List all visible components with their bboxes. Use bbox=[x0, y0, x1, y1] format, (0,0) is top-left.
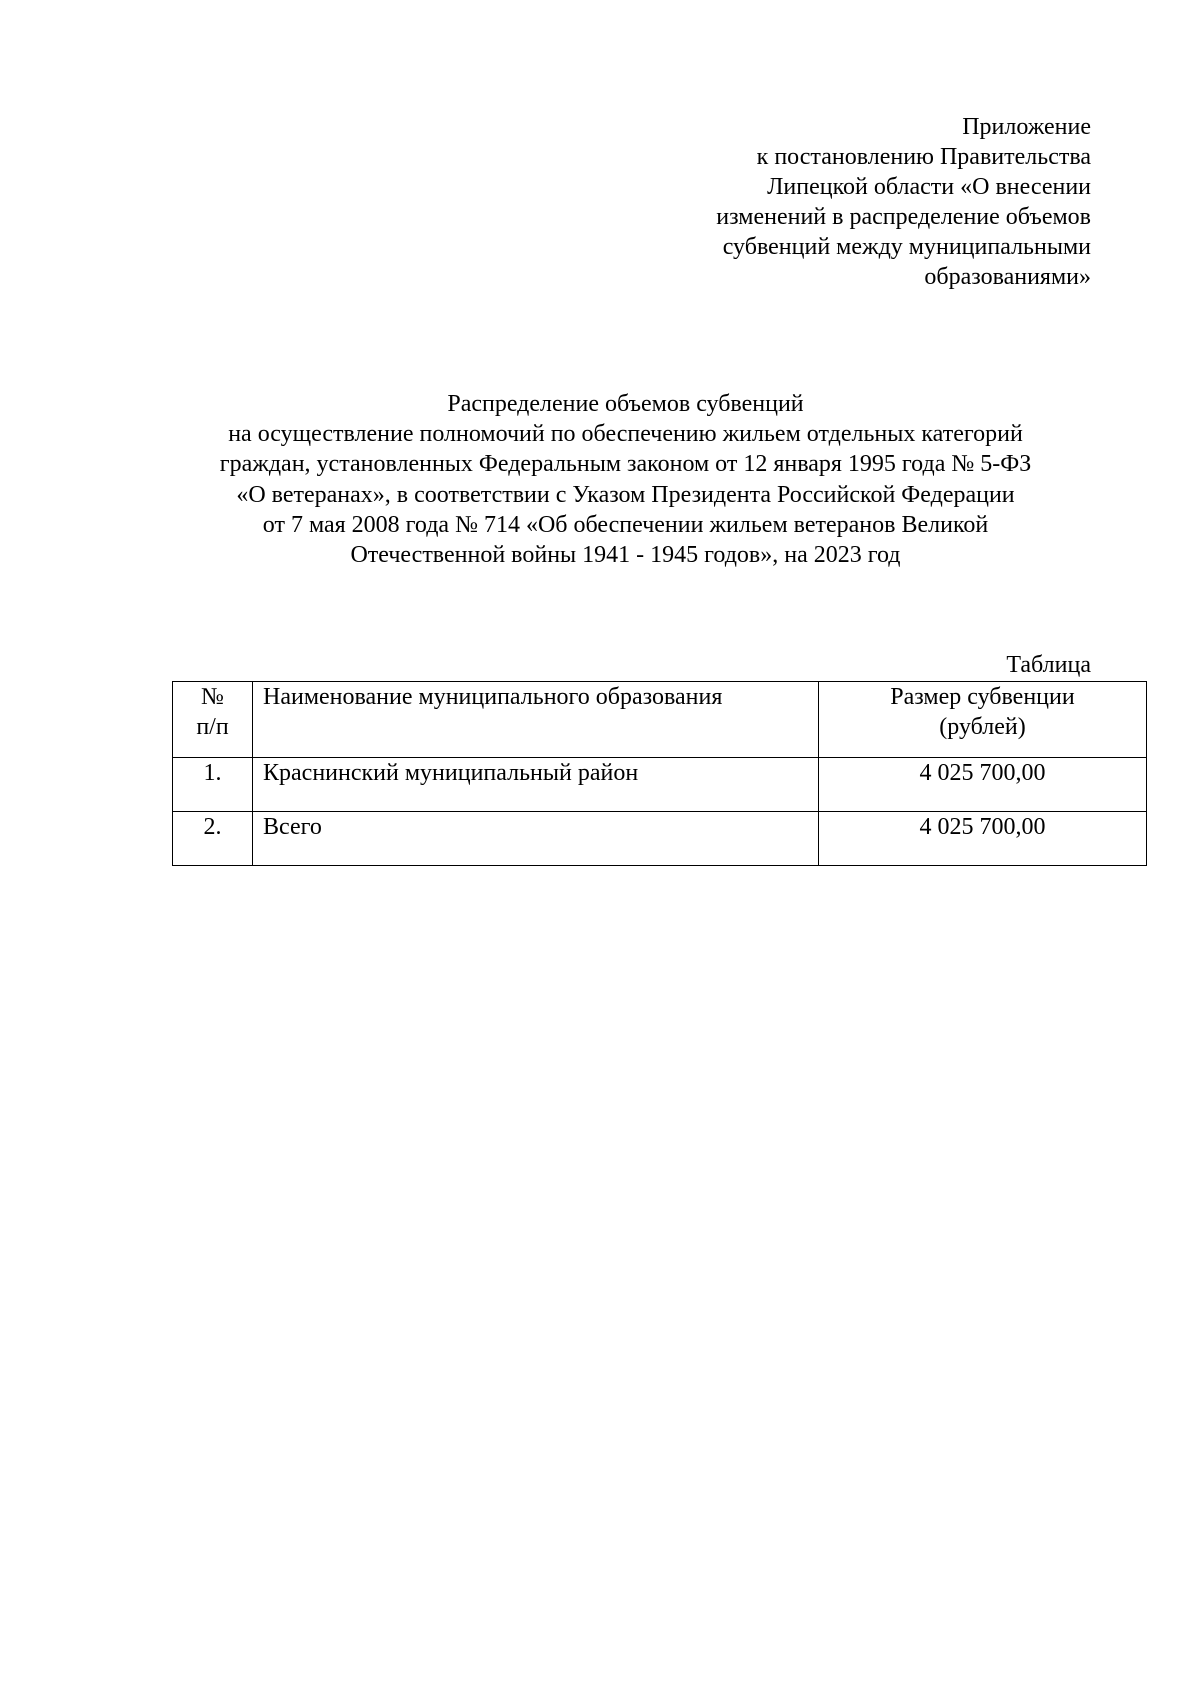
header-amount bbox=[819, 682, 1147, 758]
row-name: Всего bbox=[253, 812, 819, 866]
title-line: от 7 мая 2008 года № 714 «Об обеспечении жильем ветеранов Великой bbox=[262, 511, 989, 538]
table-row bbox=[173, 812, 1147, 866]
header-amount-line2: (рублей) bbox=[939, 714, 1026, 740]
appendix-block bbox=[571, 112, 1091, 292]
table-header-row bbox=[173, 682, 1147, 758]
document-title bbox=[160, 389, 1091, 570]
subsidy-table bbox=[172, 681, 1147, 866]
row-number: 2. bbox=[173, 812, 253, 866]
table-row bbox=[173, 758, 1147, 812]
title-line: Отечественной войны 1941 - 1945 годов», на 2023 год bbox=[350, 542, 901, 569]
row-amount: 4 025 700,00 bbox=[819, 758, 1147, 812]
header-name-text: Наименование муниципального образования bbox=[263, 684, 723, 710]
row-name: Краснинский муниципальный район bbox=[253, 758, 819, 812]
header-amount-line1: Размер субвенции bbox=[890, 684, 1075, 710]
appendix-line: Липецкой области «О внесении bbox=[767, 174, 1091, 200]
header-number-line1: № bbox=[201, 684, 224, 710]
row-amount: 4 025 700,00 bbox=[819, 812, 1147, 866]
appendix-heading: Приложение bbox=[962, 114, 1091, 140]
title-line: на осуществление полномочий по обеспечению жильем отдельных категорий bbox=[228, 421, 1023, 448]
table-label: Таблица bbox=[1006, 652, 1091, 678]
header-number-line2: п/п bbox=[196, 714, 229, 740]
appendix-line: образованиями» bbox=[924, 264, 1091, 290]
header-number bbox=[173, 682, 253, 758]
title-line: граждан, установленных Федеральным законом от 12 января 1995 года № 5-ФЗ bbox=[219, 451, 1032, 478]
appendix-line: к постановлению Правительства bbox=[756, 144, 1091, 170]
title-line: «О ветеранах», в соответствии с Указом Президента Российской Федерации bbox=[236, 481, 1015, 508]
header-name bbox=[253, 682, 819, 758]
appendix-line: субвенций между муниципальными bbox=[722, 234, 1091, 260]
appendix-line: изменений в распределение объемов bbox=[716, 204, 1091, 230]
row-number: 1. bbox=[173, 758, 253, 812]
title-line: Распределение объемов субвенций bbox=[447, 391, 804, 417]
